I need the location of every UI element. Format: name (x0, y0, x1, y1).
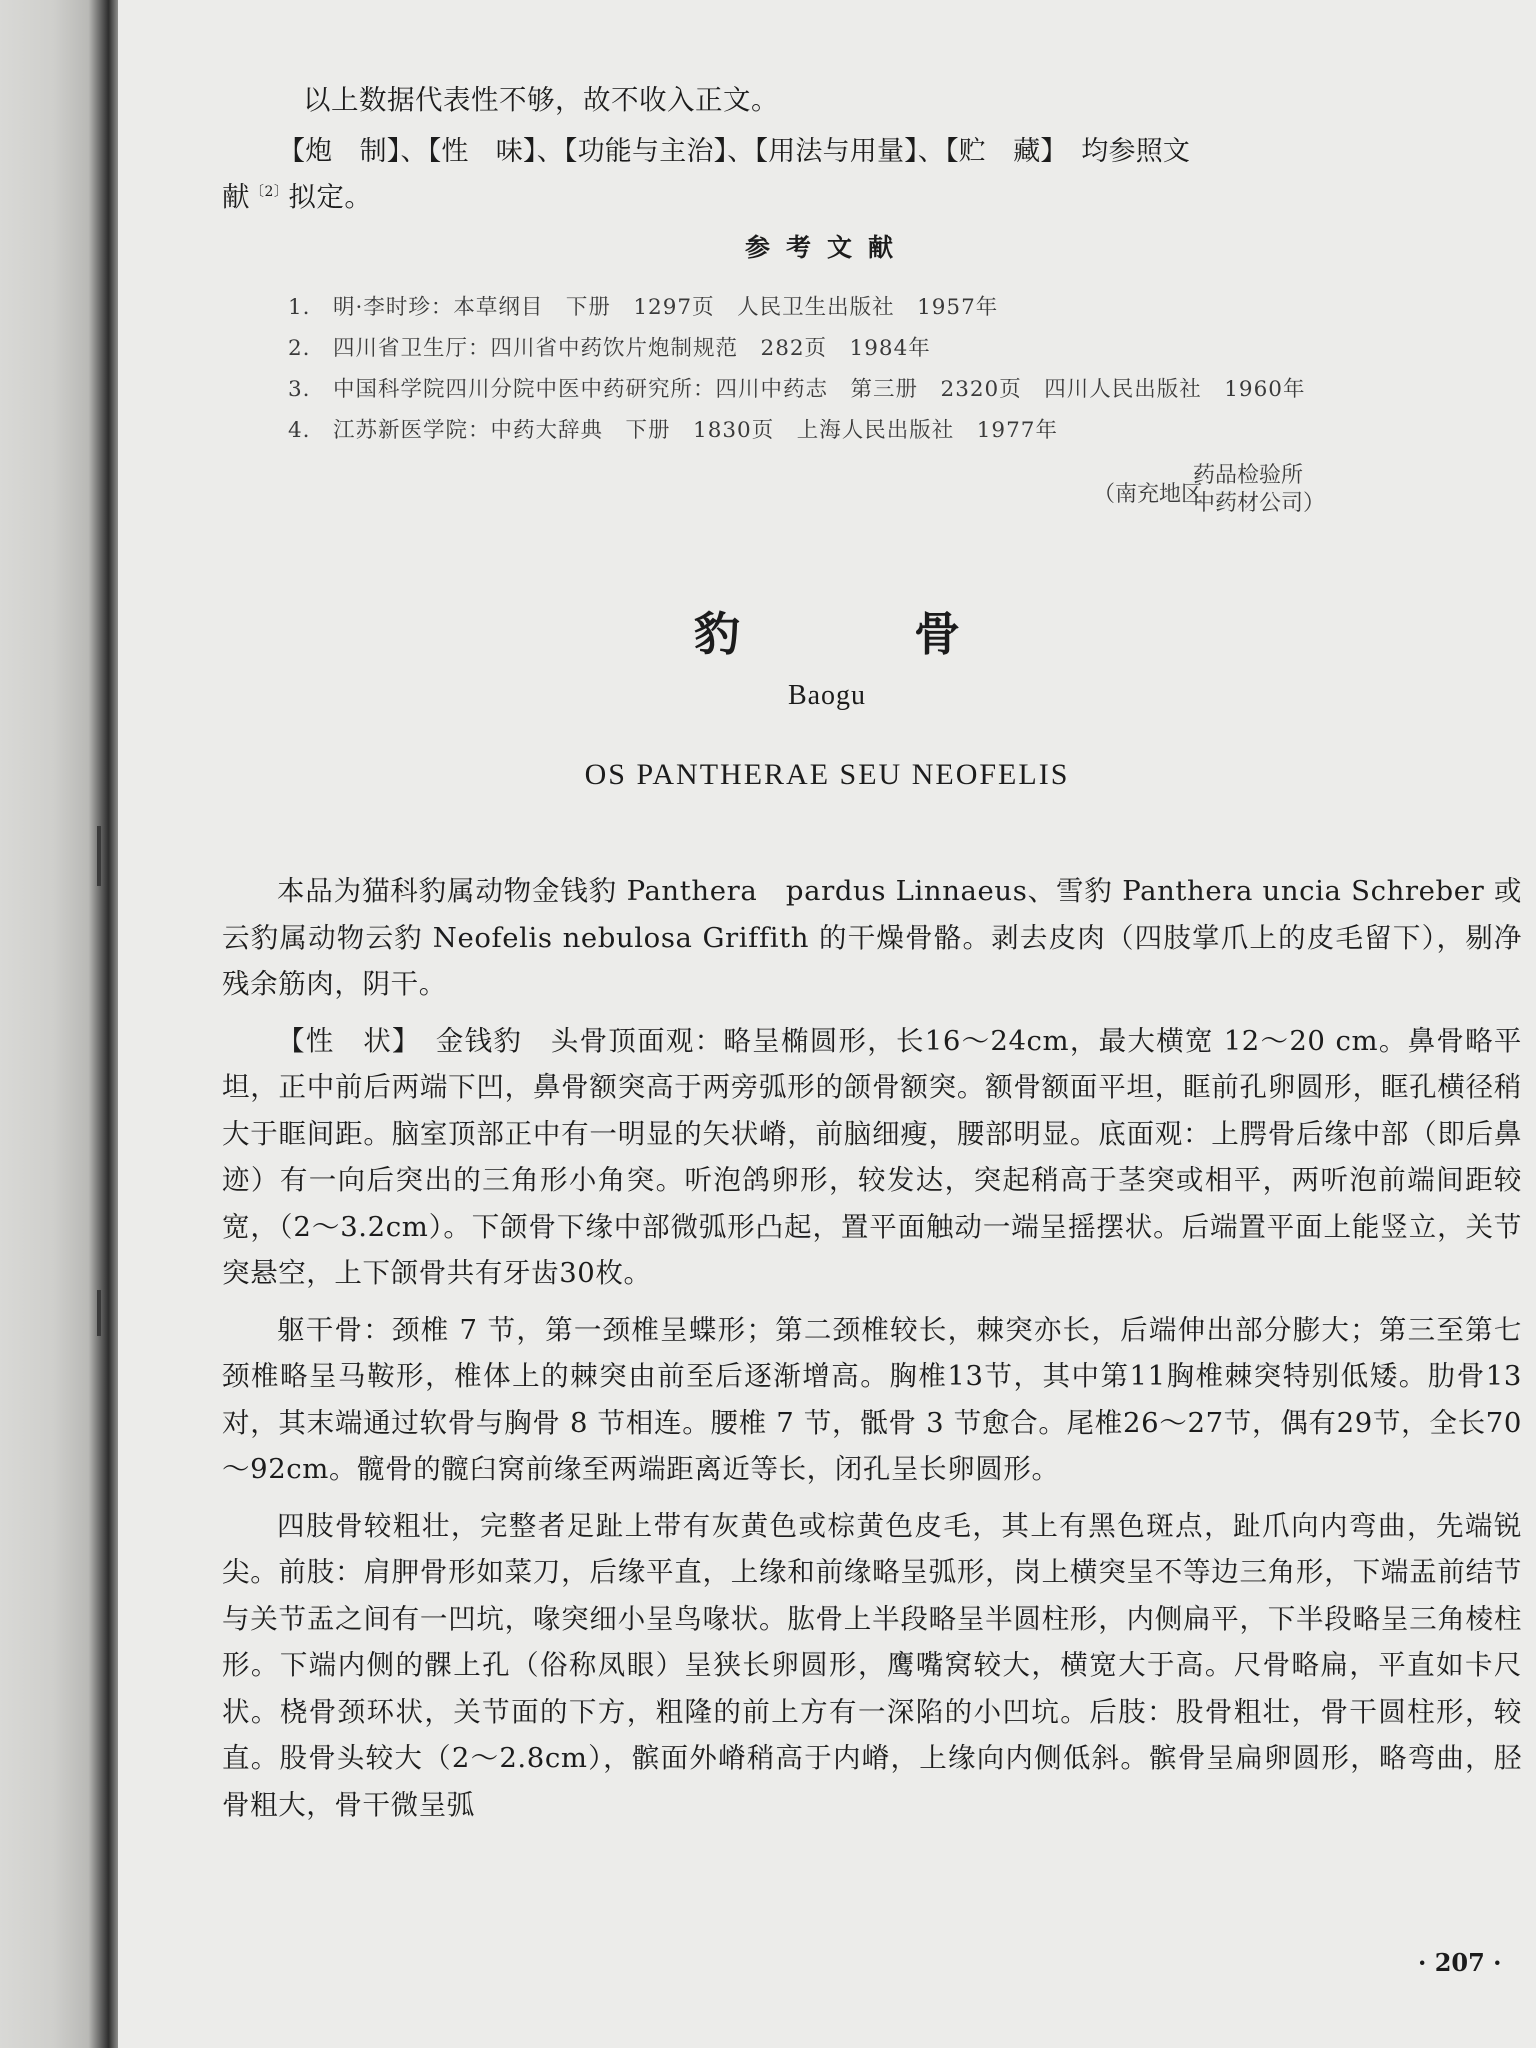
book-binding (0, 0, 118, 2048)
organization-line-b: 中药材公司） (1193, 491, 1326, 516)
entry-title: 豹 骨 (694, 607, 1024, 661)
reference-item: 3. 中国科学院四川分院中医中药研究所：四川中药志 第三册 2320页 四川人民出版社 1960年 (288, 377, 1306, 402)
top-line-1: 以上数据代表性不够，故不收入正文。 (303, 84, 779, 116)
binding-mark (97, 826, 101, 886)
page-number: · 207 · (1418, 1948, 1502, 1977)
document-page (118, 0, 1536, 2048)
body-paragraph: 四肢骨较粗壮，完整者足趾上带有灰黄色或棕黄色皮毛，其上有黑色斑点，趾爪向内弯曲，先端锐尖。前肢：肩胛骨形如菜刀，后缘平直，上缘和前缘略呈弧形，岗上横突呈不等边三角形，下端盂前结节与关节盂之间有一凹坑，喙突细小呈鸟喙状。肱骨上半段略呈半圆柱形，内侧扁平，下半段略呈三角棱柱形。下端内侧的髁上孔（俗称凤眼）呈狭长卵圆形，鹰嘴窝较大，横宽大于高。尺骨略扁，平直如卡尺状。桡骨颈环状，关节面的下方，粗隆的前上方有一深陷的小凹坑。后肢：股骨粗壮，骨干圆柱形，较直。股骨头较大（2～2.8cm），髌面外嵴稍高于内嵴，上缘向内侧低斜。髌骨呈扁卵圆形，略弯曲，胫骨粗大，骨干微呈弧 (222, 1509, 1522, 1821)
body-paragraph: 【性 状】 金钱豹 头骨顶面观：略呈椭圆形，长16～24cm，最大横宽 12～20 cm。鼻骨略平坦，正中前后两端下凹，鼻骨额突高于两旁弧形的颌骨额突。额骨额面平坦，眶前孔卵圆形，眶孔横径稍大于眶间距。脑室顶部正中有一明显的矢状嵴，前脑细瘦，腰部明显。底面观：上腭骨后缘中部（即后鼻迹）有一向后突出的三角形小角突。听泡鸽卵形，较发达，突起稍高于茎突或相平，两听泡前端间距较宽，（2～3.2cm）。下颌骨下缘中部微弧形凸起，置平面触动一端呈摇摆状。后端置平面上能竖立，关节突悬空，上下颌骨共有牙齿30枚。 (222, 1024, 1522, 1289)
top-line-2: 【炮 制】、【性 味】、【功能与主治】、【用法与用量】、【贮 藏】 均参照文 (278, 136, 1191, 167)
organization-close: ） (1303, 491, 1326, 516)
entry-pinyin: Baogu (787, 680, 867, 711)
reference-item: 1. 明·李时珍：本草纲目 下册 1297页 人民卫生出版社 1957年 (288, 295, 999, 320)
top-line-3-main: 献 (222, 181, 250, 214)
body-paragraph: 本品为猫科豹属动物金钱豹 Panthera pardus Linnaeus、雪豹 Panthera uncia Schreber 或云豹属动物云豹 Neofelis nebulosa Griffith 的干燥骨骼。剥去皮肉（四肢掌爪上的皮毛留下），剔净残余筋肉，阴干。 (222, 875, 1522, 1000)
top-line-3-rest: 拟定。 (288, 181, 373, 214)
reference-item: 4. 江苏新医学院：中药大辞典 下册 1830页 上海人民出版社 1977年 (288, 418, 1058, 443)
top-line-3 (222, 164, 372, 225)
references-heading: 参考文献 (744, 233, 909, 262)
entry-body (222, 868, 1522, 1838)
organization-line-a: 药品检验所 (1193, 463, 1304, 488)
organization-open: （南充地区 (1093, 482, 1204, 507)
citation-mark: 〔2〕 (250, 184, 289, 200)
body-paragraph: 躯干骨：颈椎 7 节，第一颈椎呈蝶形；第二颈椎较长，棘突亦长，后端伸出部分膨大；第三至第七颈椎略呈马鞍形，椎体上的棘突由前至后逐渐增高。胸椎13节，其中第11胸椎棘突特别低矮。肋骨13对，其末端通过软骨与胸骨 8 节相连。腰椎 7 节，骶骨 3 节愈合。尾椎26～27节，偶有29节，全长70～92cm。髋骨的髋臼窝前缘至两端距离近等长，闭孔呈长卵圆形。 (222, 1313, 1522, 1485)
reference-item: 2. 四川省卫生厅：四川省中药饮片炮制规范 282页 1984年 (288, 336, 931, 361)
binding-mark (97, 1290, 101, 1336)
entry-latin-name: OS PANTHERAE SEU NEOFELIS (584, 758, 1070, 791)
